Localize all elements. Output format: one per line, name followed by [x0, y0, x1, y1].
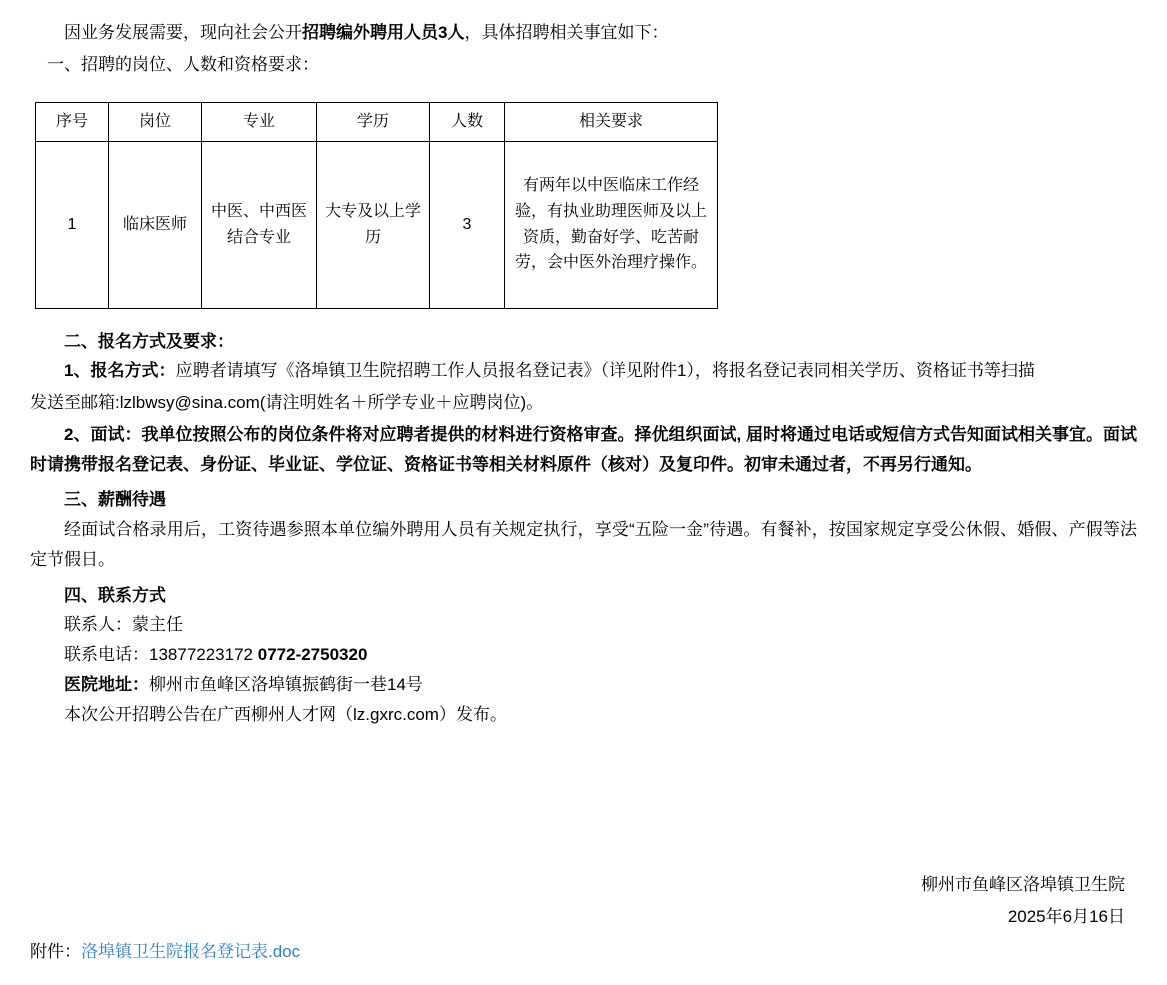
section-3-text: 经面试合格录用后，工资待遇参照本单位编外聘用人员有关规定执行，享受“五险一金”待遇。有餐补，按国家规定享受公休假、婚假、产假等法定节假日。 — [30, 520, 1137, 569]
intro-paragraph — [30, 18, 1137, 48]
section-2-item-1 — [30, 356, 1137, 386]
contact-phone-value: 13877223172 — [149, 645, 254, 664]
cell-education: 大专及以上学历 — [317, 141, 430, 308]
section-3 — [30, 485, 1137, 574]
cell-no: 1 — [36, 141, 109, 308]
intro-emphasis: 招聘编外聘用人员3人 — [302, 23, 465, 42]
header-major: 专业 — [202, 102, 317, 141]
contact-phone-label: 联系电话： — [64, 645, 149, 664]
section-2-title: 二、报名方式及要求： — [64, 331, 234, 351]
job-table-wrapper — [35, 102, 1137, 309]
header-no: 序号 — [36, 102, 109, 141]
interview-text: 我单位按照公布的岗位条件将对应聘者提供的材料进行资格审查。择优组织面试, 届时将通过电话或短信方式告知面试相关事宜。面试时请携带报名登记表、身份证、毕业证、学位证、资格证书等相关材料原件（核对）及复印件。初审未通过者，不再另行通知。 — [30, 424, 1137, 474]
contact-phone-value-landline: 0772-2750320 — [257, 645, 368, 664]
contact-person-label: 联系人： — [64, 615, 132, 635]
contact-person-line — [30, 610, 1137, 640]
header-post: 岗位 — [109, 102, 202, 141]
signature-date: 2025年6月16日 — [1007, 907, 1125, 926]
notice-publish-line: 本次公开招聘公告在广西柳州人才网（lz.gxrc.com）发布。 — [64, 704, 507, 724]
section-4 — [30, 581, 1137, 730]
cell-requirement: 有两年以中医临床工作经验，有执业助理医师及以上资质，勤奋好学、吃苦耐劳，会中医外治理疗操作。 — [505, 141, 718, 308]
attachment-label: 附件： — [30, 942, 81, 961]
job-table-head — [36, 102, 718, 141]
cell-major: 中医、中西医结合专业 — [202, 141, 317, 308]
header-count: 人数 — [430, 102, 505, 141]
hospital-address-label: 医院地址： — [64, 674, 149, 694]
interview-label: 2、面试： — [64, 424, 142, 444]
attachment-row — [30, 937, 300, 967]
header-requirement: 相关要求 — [505, 102, 718, 141]
cell-post: 临床医师 — [109, 141, 202, 308]
signature-unit: 柳州市鱼峰区洛埠镇卫生院 — [921, 875, 1125, 894]
job-table — [35, 102, 718, 309]
intro-prefix: 因业务发展需要，现向社会公开 — [64, 23, 302, 42]
section-4-title: 四、联系方式 — [64, 585, 166, 605]
section-2-item-2 — [30, 420, 1137, 480]
attachment-file-link[interactable]: 洛埠镇卫生院报名登记表.doc — [81, 942, 301, 961]
contact-phone-line — [30, 640, 1137, 670]
header-education: 学历 — [317, 102, 430, 141]
hospital-address-line — [30, 670, 1137, 700]
section-2 — [30, 327, 1137, 480]
section-3-title: 三、薪酬待遇 — [64, 490, 166, 510]
intro-suffix: ，具体招聘相关事宜如下： — [464, 23, 669, 42]
contact-person-value: 蒙主任 — [132, 615, 183, 635]
hospital-address-value: 柳州市鱼峰区洛埠镇振鹤街一巷14号 — [149, 674, 423, 694]
job-table-body — [36, 141, 718, 308]
section-1-title: 一、招聘的岗位、人数和资格要求： — [47, 54, 319, 74]
registration-email-line: 发送至邮箱:lzlbwsy@sina.com(请注明姓名＋所学专业＋应聘岗位)。 — [30, 393, 544, 412]
registration-method-text: 应聘者请填写《洛埠镇卫生院招聘工作人员报名登记表》（详见附件1），将报名登记表同相关学历、资格证书等扫描 — [175, 361, 1035, 381]
table-header-row — [36, 102, 718, 141]
cell-count: 3 — [430, 141, 505, 308]
registration-method-label: 1、报名方式： — [64, 361, 176, 381]
table-row — [36, 141, 718, 308]
